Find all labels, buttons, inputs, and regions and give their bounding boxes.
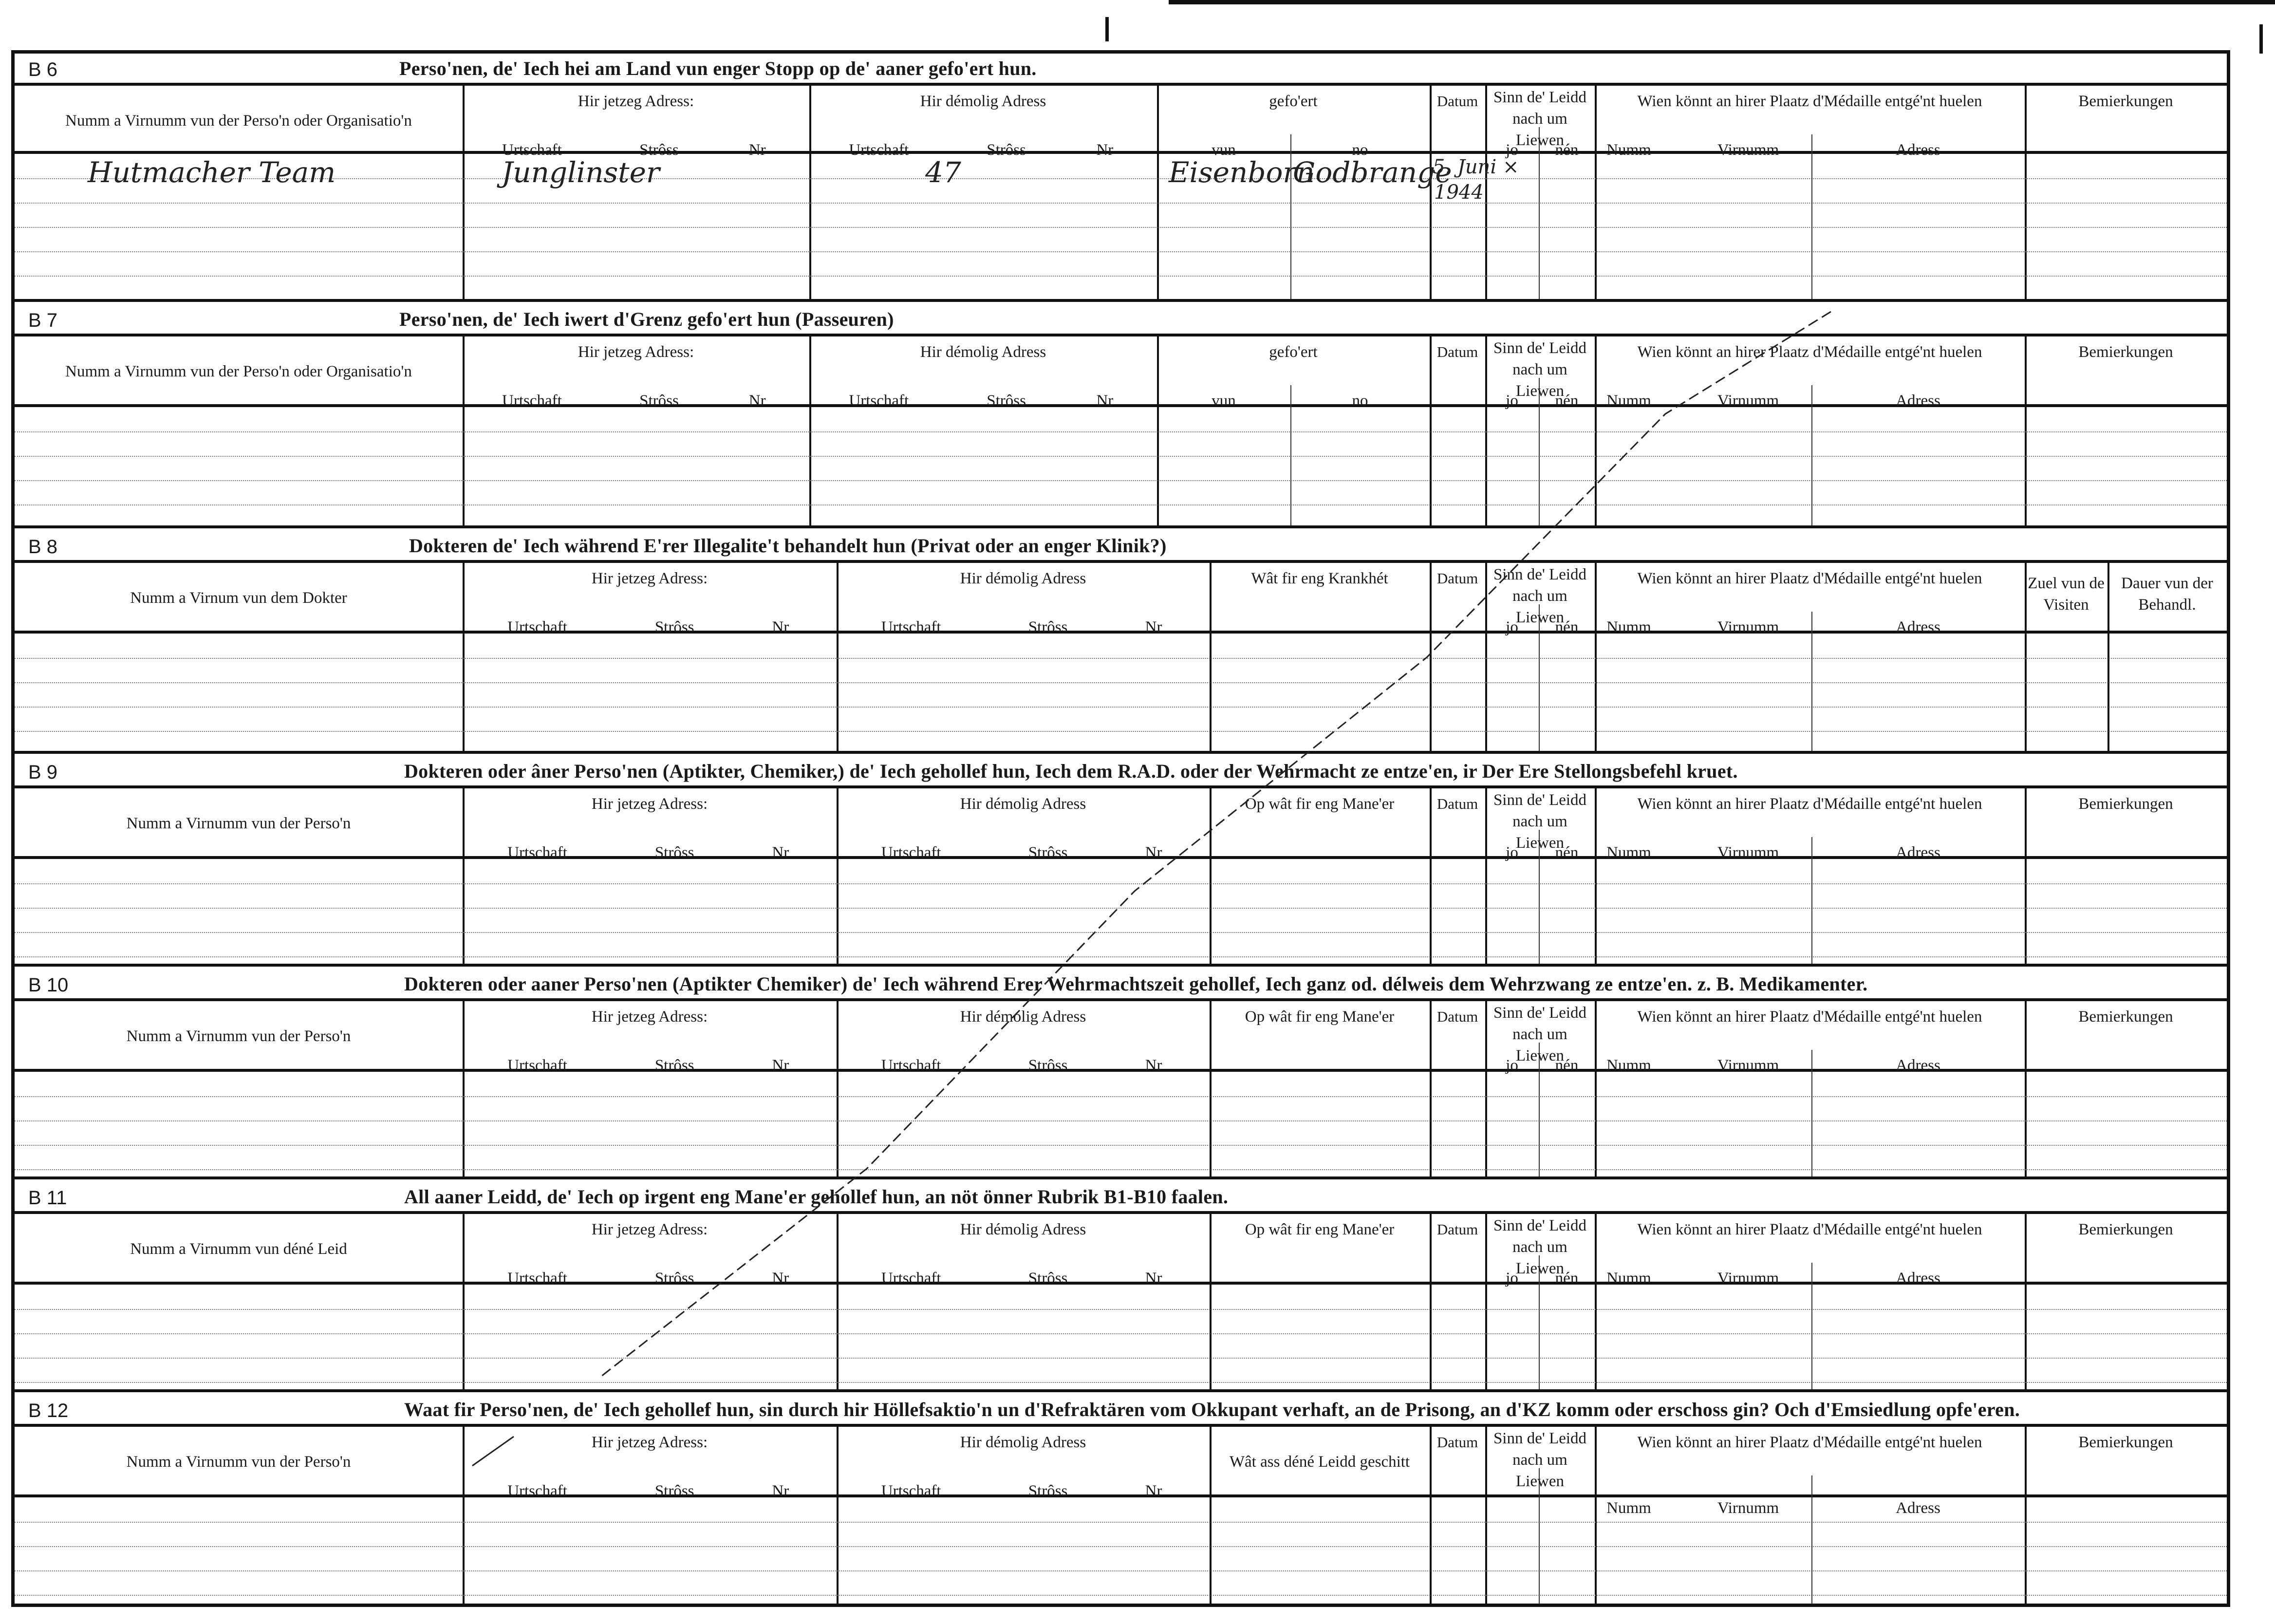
stross-header: Strôss bbox=[1028, 618, 1068, 636]
section-b10 bbox=[15, 969, 2227, 1179]
urtschaft-header: Urtschaft bbox=[507, 618, 567, 636]
alive-header: Sinn de' Leidd nach um Liewen bbox=[1493, 1004, 1587, 1064]
section-b9 bbox=[15, 756, 2227, 967]
urtschaft-header: Urtschaft bbox=[881, 1057, 941, 1074]
column-divider bbox=[1430, 788, 1432, 964]
vun-header: vun bbox=[1212, 392, 1236, 410]
section-code: B 10 bbox=[28, 974, 69, 996]
nr-header: Nr bbox=[1096, 392, 1114, 410]
medal-recipient-header: Wien könnt an hirer Plaatz d'Médaille entgé'nt huelen bbox=[1637, 343, 1982, 361]
former-address-header: Hir démolig Adress bbox=[960, 795, 1086, 813]
name-column-header: Numm a Virnumm vun der Perso'n oder Organisatio'n bbox=[65, 112, 412, 130]
section-header bbox=[15, 756, 2227, 788]
column-divider bbox=[837, 788, 839, 964]
column-divider bbox=[1595, 788, 1597, 964]
section-title: Waat fir Perso'nen, de' Iech gehollef hun, sin durch hir Höllefsaktio'n un d'Refraktären vom Okkupant verhaft, an de Prisong, an d'KZ komm oder erschoss gin? Och d'Emsiedlung opfe'eren. bbox=[404, 1399, 2020, 1420]
jo-header: jo bbox=[1506, 618, 1518, 636]
margin-tick bbox=[1105, 17, 1109, 41]
name-column-header: Numm a Virnumm vun déné Leid bbox=[130, 1240, 347, 1258]
nr-header: Nr bbox=[772, 1057, 789, 1074]
nr-header: Nr bbox=[1145, 1482, 1162, 1500]
gefoert-header: gefo'ert bbox=[1269, 93, 1318, 110]
name-column-header: Numm a Virnumm vun der Perso'n bbox=[126, 1027, 351, 1045]
entry-dotted-line[interactable] bbox=[15, 1358, 2227, 1359]
column-divider bbox=[1485, 336, 1487, 525]
name-column-header: Numm a Virnumm vun der Perso'n oder Organisatio'n bbox=[65, 363, 412, 380]
entry-dotted-line[interactable] bbox=[15, 1546, 2227, 1547]
stross-header: Strôss bbox=[654, 844, 694, 861]
entry-dotted-line[interactable] bbox=[15, 658, 2227, 659]
section-code: B 9 bbox=[28, 762, 58, 783]
column-divider bbox=[2025, 788, 2027, 964]
remarks-header: Bemierkungen bbox=[2078, 343, 2173, 361]
remarks-header: Bemierkungen bbox=[2078, 1008, 2173, 1026]
current-address-header: Hir jetzeg Adress: bbox=[591, 1221, 708, 1238]
column-divider bbox=[809, 336, 811, 525]
medal-recipient-header: Wien könnt an hirer Plaatz d'Médaille entgé'nt huelen bbox=[1637, 1434, 1982, 1451]
entry-dotted-line[interactable] bbox=[15, 1120, 2227, 1121]
section-code: B 8 bbox=[28, 536, 58, 558]
jo-header: jo bbox=[1506, 392, 1518, 410]
entry-dotted-line[interactable] bbox=[15, 276, 2227, 277]
adress-header: Adress bbox=[1896, 618, 1940, 636]
column-divider bbox=[1485, 563, 1487, 751]
gefoert-header: gefo'ert bbox=[1269, 343, 1318, 361]
column-divider bbox=[809, 86, 811, 299]
nr-header: Nr bbox=[1145, 618, 1162, 636]
column-divider bbox=[1430, 1001, 1432, 1176]
urtschaft-header: Urtschaft bbox=[881, 1482, 941, 1500]
column-divider bbox=[1210, 788, 1212, 964]
entry-dotted-line[interactable] bbox=[15, 883, 2227, 884]
stross-header: Strôss bbox=[1028, 1057, 1068, 1074]
nen-header: nén bbox=[1555, 141, 1579, 159]
section-code: B 12 bbox=[28, 1400, 69, 1421]
entry-dotted-line[interactable] bbox=[15, 178, 2227, 179]
section-title: Dokteren de' Iech während E'rer Illegalite't behandelt hun (Privat oder an enger Klinik?) bbox=[409, 535, 1167, 557]
numm-header: Numm bbox=[1606, 844, 1651, 861]
urtschaft-header: Urtschaft bbox=[849, 141, 909, 159]
section-code: B 11 bbox=[28, 1187, 67, 1209]
former-address-header: Hir démolig Adress bbox=[960, 1221, 1086, 1238]
entry-dotted-line[interactable] bbox=[15, 227, 2227, 228]
treatment-duration-header: Dauer vun der Behandl. bbox=[2121, 575, 2213, 614]
section-bottom-line bbox=[15, 964, 2227, 967]
stross-header: Strôss bbox=[654, 1482, 694, 1500]
nen-header: nén bbox=[1555, 618, 1579, 636]
section-header bbox=[15, 531, 2227, 563]
handwritten-former-number: 47 bbox=[925, 156, 961, 189]
entry-dotted-line[interactable] bbox=[15, 1169, 2227, 1170]
manner-header: Op wât fir eng Mane'er bbox=[1245, 1008, 1395, 1026]
what-happened-header: Wât ass déné Leidd geschitt bbox=[1229, 1453, 1410, 1471]
section-header bbox=[15, 1182, 2227, 1214]
entry-dotted-line[interactable] bbox=[15, 1595, 2227, 1596]
nen-header: nén bbox=[1555, 1269, 1579, 1287]
virnumm-header: Virnumm bbox=[1717, 844, 1779, 861]
entry-dotted-line[interactable] bbox=[15, 682, 2227, 683]
visits-count-header: Zuel vun de Visiten bbox=[2028, 575, 2105, 614]
column-divider bbox=[1157, 336, 1159, 525]
section-title: Perso'nen, de' Iech hei am Land vun enger Stopp op de' aaner gefo'ert hun. bbox=[399, 57, 1037, 79]
column-divider bbox=[463, 336, 465, 525]
medal-recipient-header: Wien könnt an hirer Plaatz d'Médaille entgé'nt huelen bbox=[1637, 1221, 1982, 1238]
entry-dotted-line[interactable] bbox=[15, 504, 2227, 505]
nr-header: Nr bbox=[748, 392, 766, 410]
nr-header: Nr bbox=[1145, 844, 1162, 861]
numm-header: Numm bbox=[1606, 1499, 1651, 1517]
column-divider bbox=[837, 1214, 839, 1389]
remarks-header: Bemierkungen bbox=[2078, 1221, 2173, 1238]
current-address-header: Hir jetzeg Adress: bbox=[591, 1008, 708, 1026]
entry-dotted-line[interactable] bbox=[15, 1333, 2227, 1334]
current-address-header: Hir jetzeg Adress: bbox=[591, 570, 708, 587]
column-divider bbox=[1210, 1214, 1212, 1389]
medal-recipient-header: Wien könnt an hirer Plaatz d'Médaille entgé'nt huelen bbox=[1637, 93, 1982, 110]
section-header bbox=[15, 969, 2227, 1001]
former-address-header: Hir démolig Adress bbox=[960, 570, 1086, 587]
handwritten-year: 1944 bbox=[1434, 181, 1484, 204]
column-divider bbox=[2025, 1427, 2027, 1604]
section-header bbox=[15, 304, 2227, 336]
entry-dotted-line[interactable] bbox=[15, 1522, 2227, 1523]
virnumm-header: Virnumm bbox=[1717, 1057, 1779, 1074]
datum-header: Datum bbox=[1436, 1434, 1478, 1451]
questionnaire-form bbox=[11, 50, 2230, 1607]
column-divider bbox=[463, 788, 465, 964]
section-bottom-line bbox=[15, 1389, 2227, 1392]
section-header bbox=[15, 1395, 2227, 1427]
nr-header: Nr bbox=[772, 618, 789, 636]
section-title: Perso'nen, de' Iech iwert d'Grenz gefo'ert hun (Passeuren) bbox=[399, 308, 894, 330]
adress-header: Adress bbox=[1896, 844, 1940, 861]
column-divider bbox=[1430, 336, 1432, 525]
column-divider bbox=[837, 1001, 839, 1176]
jo-header: jo bbox=[1506, 141, 1518, 159]
datum-header: Datum bbox=[1436, 343, 1478, 360]
column-divider bbox=[1595, 1214, 1597, 1389]
adress-header: Adress bbox=[1896, 392, 1940, 410]
stross-header: Strôss bbox=[639, 392, 679, 410]
entry-dotted-line[interactable] bbox=[15, 932, 2227, 933]
urtschaft-header: Urtschaft bbox=[881, 844, 941, 861]
section-b7 bbox=[15, 304, 2227, 528]
adress-header: Adress bbox=[1896, 1499, 1940, 1517]
name-column-header: Numm a Virnumm vun der Perso'n bbox=[126, 815, 351, 832]
column-divider bbox=[2025, 1001, 2027, 1176]
virnumm-header: Virnumm bbox=[1717, 618, 1779, 636]
adress-header: Adress bbox=[1896, 141, 1940, 159]
entry-dotted-line[interactable] bbox=[15, 707, 2227, 708]
nr-header: Nr bbox=[772, 844, 789, 861]
nr-header: Nr bbox=[748, 141, 766, 159]
virnumm-header: Virnumm bbox=[1717, 1269, 1779, 1287]
section-title: Dokteren oder aaner Perso'nen (Aptikter Chemiker) de' Iech während Erer Wehrmachtszeit gehollef, Iech ganz od. délweis dem Wehrzwang ze entze'en. z. B. Medikamenter. bbox=[404, 973, 1868, 995]
alive-header: Sinn de' Leidd nach um Liewen bbox=[1493, 1217, 1587, 1277]
nen-header: nén bbox=[1555, 1057, 1579, 1074]
entry-dotted-line[interactable] bbox=[15, 1570, 2227, 1571]
section-bottom-line bbox=[15, 299, 2227, 302]
top-border-line bbox=[1169, 0, 2275, 4]
column-divider bbox=[1595, 336, 1597, 525]
remarks-header: Bemierkungen bbox=[2078, 93, 2173, 110]
urtschaft-header: Urtschaft bbox=[507, 1269, 567, 1287]
nr-header: Nr bbox=[1096, 141, 1114, 159]
column-divider bbox=[1210, 563, 1212, 751]
handwritten-to-place: Godbrange bbox=[1293, 156, 1452, 189]
section-b11 bbox=[15, 1182, 2227, 1392]
urtschaft-header: Urtschaft bbox=[881, 618, 941, 636]
section-b6 bbox=[15, 54, 2227, 302]
column-divider bbox=[1485, 1001, 1487, 1176]
entry-dotted-line[interactable] bbox=[15, 431, 2227, 432]
stross-header: Strôss bbox=[1028, 1482, 1068, 1500]
entry-dotted-line[interactable] bbox=[15, 1382, 2227, 1383]
current-address-header: Hir jetzeg Adress: bbox=[578, 343, 694, 361]
stross-header: Strôss bbox=[654, 618, 694, 636]
section-bottom-line bbox=[15, 1176, 2227, 1179]
column-divider bbox=[463, 86, 465, 299]
entry-dotted-line[interactable] bbox=[15, 1096, 2227, 1097]
section-code: B 7 bbox=[28, 310, 58, 331]
medal-recipient-header: Wien könnt an hirer Plaatz d'Médaille entgé'nt huelen bbox=[1637, 795, 1982, 813]
urtschaft-header: Urtschaft bbox=[507, 1057, 567, 1074]
alive-header: Sinn de' Leidd nach um Liewen bbox=[1493, 1430, 1587, 1490]
urtschaft-header: Urtschaft bbox=[507, 844, 567, 861]
stross-header: Strôss bbox=[654, 1269, 694, 1287]
entry-dotted-line[interactable] bbox=[15, 480, 2227, 481]
alive-header: Sinn de' Leidd nach um Liewen bbox=[1493, 339, 1587, 400]
vun-header: vun bbox=[1212, 141, 1236, 159]
alive-header: Sinn de' Leidd nach um Liewen bbox=[1493, 89, 1587, 149]
numm-header: Numm bbox=[1606, 1269, 1651, 1287]
numm-header: Numm bbox=[1606, 618, 1651, 636]
urtschaft-header: Urtschaft bbox=[502, 392, 562, 410]
nen-header: nén bbox=[1555, 844, 1579, 861]
jo-header: jo bbox=[1506, 1269, 1518, 1287]
manner-header: Op wât fir eng Mane'er bbox=[1245, 795, 1395, 813]
urtschaft-header: Urtschaft bbox=[849, 392, 909, 410]
entry-dotted-line[interactable] bbox=[15, 908, 2227, 909]
alive-header: Sinn de' Leidd nach um Liewen bbox=[1493, 791, 1587, 852]
section-code: B 6 bbox=[28, 59, 58, 80]
column-divider bbox=[1485, 1427, 1487, 1604]
alive-header: Sinn de' Leidd nach um Liewen bbox=[1493, 566, 1587, 626]
virnumm-header: Virnumm bbox=[1717, 392, 1779, 410]
section-title: All aaner Leidd, de' Iech op irgent eng Mane'er gehollef hun, an nöt önner Rubrik B1-B10 faalen. bbox=[404, 1186, 1229, 1208]
nr-header: Nr bbox=[772, 1269, 789, 1287]
column-divider bbox=[1157, 86, 1159, 299]
nen-header: nén bbox=[1555, 392, 1579, 410]
handwritten-current-town: Junglinster bbox=[502, 156, 660, 189]
entry-dotted-line[interactable] bbox=[15, 251, 2227, 252]
entry-dotted-line[interactable] bbox=[15, 203, 2227, 204]
virnumm-header: Virnumm bbox=[1717, 141, 1779, 159]
column-divider bbox=[2025, 336, 2027, 525]
column-divider bbox=[2025, 1214, 2027, 1389]
section-b12 bbox=[15, 1395, 2227, 1607]
datum-header: Datum bbox=[1436, 1221, 1478, 1238]
column-divider bbox=[837, 1427, 839, 1604]
urtschaft-header: Urtschaft bbox=[502, 141, 562, 159]
section-bottom-line bbox=[15, 525, 2227, 528]
column-divider bbox=[2025, 86, 2027, 299]
former-address-header: Hir démolig Adress bbox=[920, 343, 1046, 361]
column-divider bbox=[463, 1001, 465, 1176]
datum-header: Datum bbox=[1436, 795, 1478, 812]
column-divider bbox=[1595, 563, 1597, 751]
adress-header: Adress bbox=[1896, 1057, 1940, 1074]
section-b8 bbox=[15, 531, 2227, 754]
handwritten-date: 5. Juni × bbox=[1433, 156, 1519, 178]
column-divider bbox=[1430, 86, 1432, 299]
manner-header: Op wât fir eng Mane'er bbox=[1245, 1221, 1395, 1238]
column-divider bbox=[1595, 1001, 1597, 1176]
numm-header: Numm bbox=[1606, 1057, 1651, 1074]
stross-header: Strôss bbox=[1028, 844, 1068, 861]
no-header: no bbox=[1352, 392, 1368, 410]
section-bottom-line bbox=[15, 751, 2227, 754]
nr-header: Nr bbox=[1145, 1269, 1162, 1287]
stross-header: Strôss bbox=[639, 141, 679, 159]
remarks-header: Bemierkungen bbox=[2078, 795, 2173, 813]
column-divider bbox=[1210, 1427, 1212, 1604]
jo-header: jo bbox=[1506, 844, 1518, 861]
column-divider bbox=[1210, 1001, 1212, 1176]
handwritten-from-place: Eisenborn bbox=[1169, 156, 1315, 189]
column-divider bbox=[1595, 86, 1597, 299]
entry-dotted-line[interactable] bbox=[15, 1309, 2227, 1310]
current-address-header: Hir jetzeg Adress: bbox=[578, 93, 694, 110]
column-divider bbox=[1485, 86, 1487, 299]
former-address-header: Hir démolig Adress bbox=[960, 1008, 1086, 1026]
handwritten-name: Hutmacher Team bbox=[88, 156, 336, 189]
stross-header: Strôss bbox=[1028, 1269, 1068, 1287]
section-header bbox=[15, 54, 2227, 86]
no-header: no bbox=[1352, 141, 1368, 159]
datum-header: Datum bbox=[1436, 570, 1478, 587]
section-title: Dokteren oder âner Perso'nen (Aptikter, Chemiker,) de' Iech gehollef hun, Iech dem R.A.D. oder der Wehrmacht ze entze'en, ir Der Ere Stellongsbefehl kruet. bbox=[404, 760, 1738, 782]
datum-header: Datum bbox=[1436, 93, 1478, 110]
column-divider bbox=[1430, 563, 1432, 751]
numm-header: Numm bbox=[1606, 141, 1651, 159]
name-column-header: Numm a Virnumm vun der Perso'n bbox=[126, 1453, 351, 1471]
column-divider bbox=[463, 1214, 465, 1389]
remarks-header: Bemierkungen bbox=[2078, 1434, 2173, 1451]
entry-dotted-line[interactable] bbox=[15, 956, 2227, 957]
urtschaft-header: Urtschaft bbox=[881, 1269, 941, 1287]
numm-header: Numm bbox=[1606, 392, 1651, 410]
adress-header: Adress bbox=[1896, 1269, 1940, 1287]
column-divider bbox=[463, 1427, 465, 1604]
urtschaft-header: Urtschaft bbox=[507, 1482, 567, 1500]
name-column-header: Numm a Virnum vun dem Dokter bbox=[130, 589, 347, 607]
column-divider bbox=[1430, 1427, 1432, 1604]
margin-tick bbox=[2259, 24, 2263, 54]
former-address-header: Hir démolig Adress bbox=[920, 93, 1046, 110]
medal-recipient-header: Wien könnt an hirer Plaatz d'Médaille entgé'nt huelen bbox=[1637, 570, 1982, 587]
datum-header: Datum bbox=[1436, 1008, 1478, 1025]
column-divider bbox=[1485, 1214, 1487, 1389]
column-divider bbox=[1430, 1214, 1432, 1389]
nr-header: Nr bbox=[1145, 1057, 1162, 1074]
jo-header: jo bbox=[1506, 1057, 1518, 1074]
virnumm-adress-divider bbox=[1811, 1475, 1812, 1604]
nr-header: Nr bbox=[772, 1482, 789, 1500]
former-address-header: Hir démolig Adress bbox=[960, 1434, 1086, 1451]
stross-header: Strôss bbox=[654, 1057, 694, 1074]
virnumm-header: Virnumm bbox=[1717, 1499, 1779, 1517]
medal-recipient-header: Wien könnt an hirer Plaatz d'Médaille entgé'nt huelen bbox=[1637, 1008, 1982, 1026]
current-address-header: Hir jetzeg Adress: bbox=[591, 1434, 708, 1451]
entry-dotted-line[interactable] bbox=[15, 456, 2227, 457]
current-address-header: Hir jetzeg Adress: bbox=[591, 795, 708, 813]
illness-header: Wât fir eng Krankhét bbox=[1251, 570, 1388, 587]
column-divider bbox=[1485, 788, 1487, 964]
stross-header: Strôss bbox=[987, 392, 1026, 410]
entry-dotted-line[interactable] bbox=[15, 731, 2227, 732]
column-divider bbox=[837, 563, 839, 751]
stross-header: Strôss bbox=[987, 141, 1026, 159]
entry-dotted-line[interactable] bbox=[15, 1145, 2227, 1146]
column-divider bbox=[463, 563, 465, 751]
